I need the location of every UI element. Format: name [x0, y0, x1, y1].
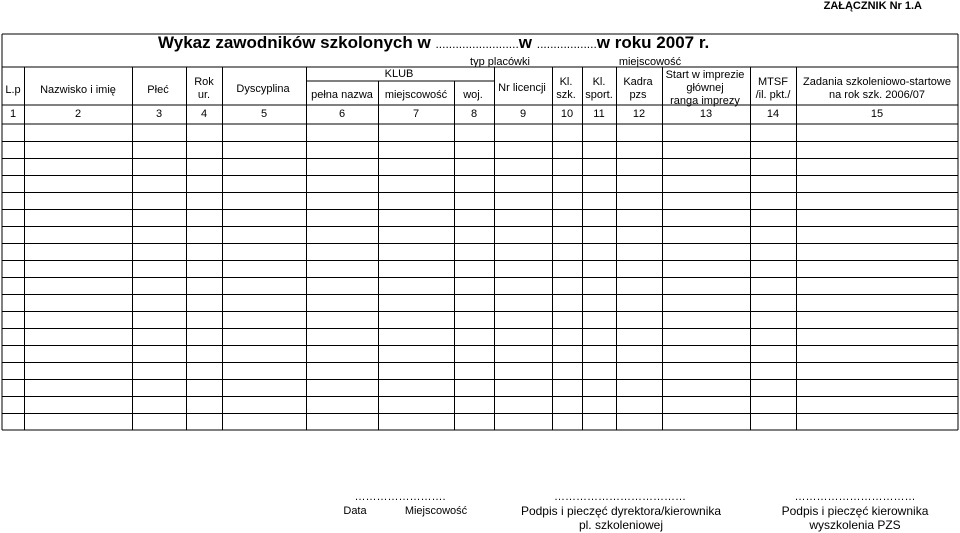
header-typ-placowki: typ placówki [470, 56, 530, 68]
column-number-10: 10 [560, 108, 574, 120]
header-dyscyplina: Dyscyplina [236, 83, 290, 95]
column-number-4: 4 [200, 108, 208, 120]
signature-dyrektor-line2: pl. szkoleniowej [578, 518, 664, 532]
header-start-3: ranga imprezy [670, 95, 740, 107]
header-kadra-2: pzs [629, 89, 647, 101]
column-number-2: 2 [74, 108, 82, 120]
header-woj: woj. [463, 89, 483, 101]
header-kl-szk-2: szk. [556, 89, 576, 101]
signature-kierownik-line2: wyszkolenia PZS [809, 518, 901, 532]
header-start-2: głównej [686, 82, 724, 94]
column-number-11: 11 [593, 108, 605, 120]
header-ur: ur. [197, 89, 211, 101]
header-zadania-1: Zadania szkoleniowo-startowe [803, 76, 951, 88]
signature-dots-left: ……………………. [354, 491, 446, 503]
header-nazwisko: Nazwisko i imię [40, 84, 116, 96]
title-dots-2: .................. [536, 37, 597, 51]
header-plec: Płeć [147, 84, 169, 96]
signature-dots-mid: ……………………………… [554, 491, 686, 503]
column-number-5: 5 [260, 108, 268, 120]
column-number-8: 8 [470, 108, 478, 120]
column-number-9: 9 [519, 108, 527, 120]
column-number-13: 13 [699, 108, 713, 120]
signature-miejscowosc-label: Miejscowość [404, 505, 468, 517]
header-miejscowosc-top: miejscowość [618, 56, 682, 68]
header-klub: KLUB [384, 68, 414, 80]
title-suffix: w roku 2007 r. [596, 33, 710, 52]
attachment-label: ZAŁĄCZNIK Nr 1.A [823, 0, 922, 12]
header-mtsf-2: /il. pkt./ [755, 89, 791, 101]
header-kadra-1: Kadra [623, 76, 653, 88]
header-kl-sport-1: Kl. [592, 76, 606, 88]
header-kl-sport-2: sport. [585, 89, 613, 101]
header-rok: Rok [194, 76, 214, 88]
column-number-1: 1 [9, 108, 17, 120]
header-nr-licencji: Nr licencji [498, 82, 546, 94]
header-lp: L.p [5, 84, 21, 96]
signature-dyrektor-line1: Podpis i pieczęć dyrektora/kierownika [520, 504, 722, 518]
title-middle: w [518, 33, 533, 52]
title-prefix: Wykaz zawodników szkolonych w [158, 33, 431, 52]
header-mtsf-1: MTSF [758, 76, 788, 88]
column-number-14: 14 [766, 108, 780, 120]
header-zadania-2: na rok szk. 2006/07 [828, 89, 925, 101]
signature-dots-right: …………………………… [794, 491, 916, 503]
header-start-1: Start w imprezie [665, 69, 745, 81]
title-dots-1: ......................... [435, 37, 519, 51]
column-number-15: 15 [870, 108, 884, 120]
column-number-12: 12 [632, 108, 646, 120]
header-miejscowosc: miejscowość [384, 89, 448, 101]
signature-data-label: Data [343, 505, 367, 517]
column-number-7: 7 [412, 108, 420, 120]
column-number-6: 6 [338, 108, 346, 120]
header-pelna-nazwa: pełna nazwa [311, 89, 373, 101]
signature-kierownik-line1: Podpis i pieczęć kierownika [781, 504, 929, 518]
header-kl-szk-1: Kl. [559, 76, 573, 88]
column-number-3: 3 [155, 108, 163, 120]
